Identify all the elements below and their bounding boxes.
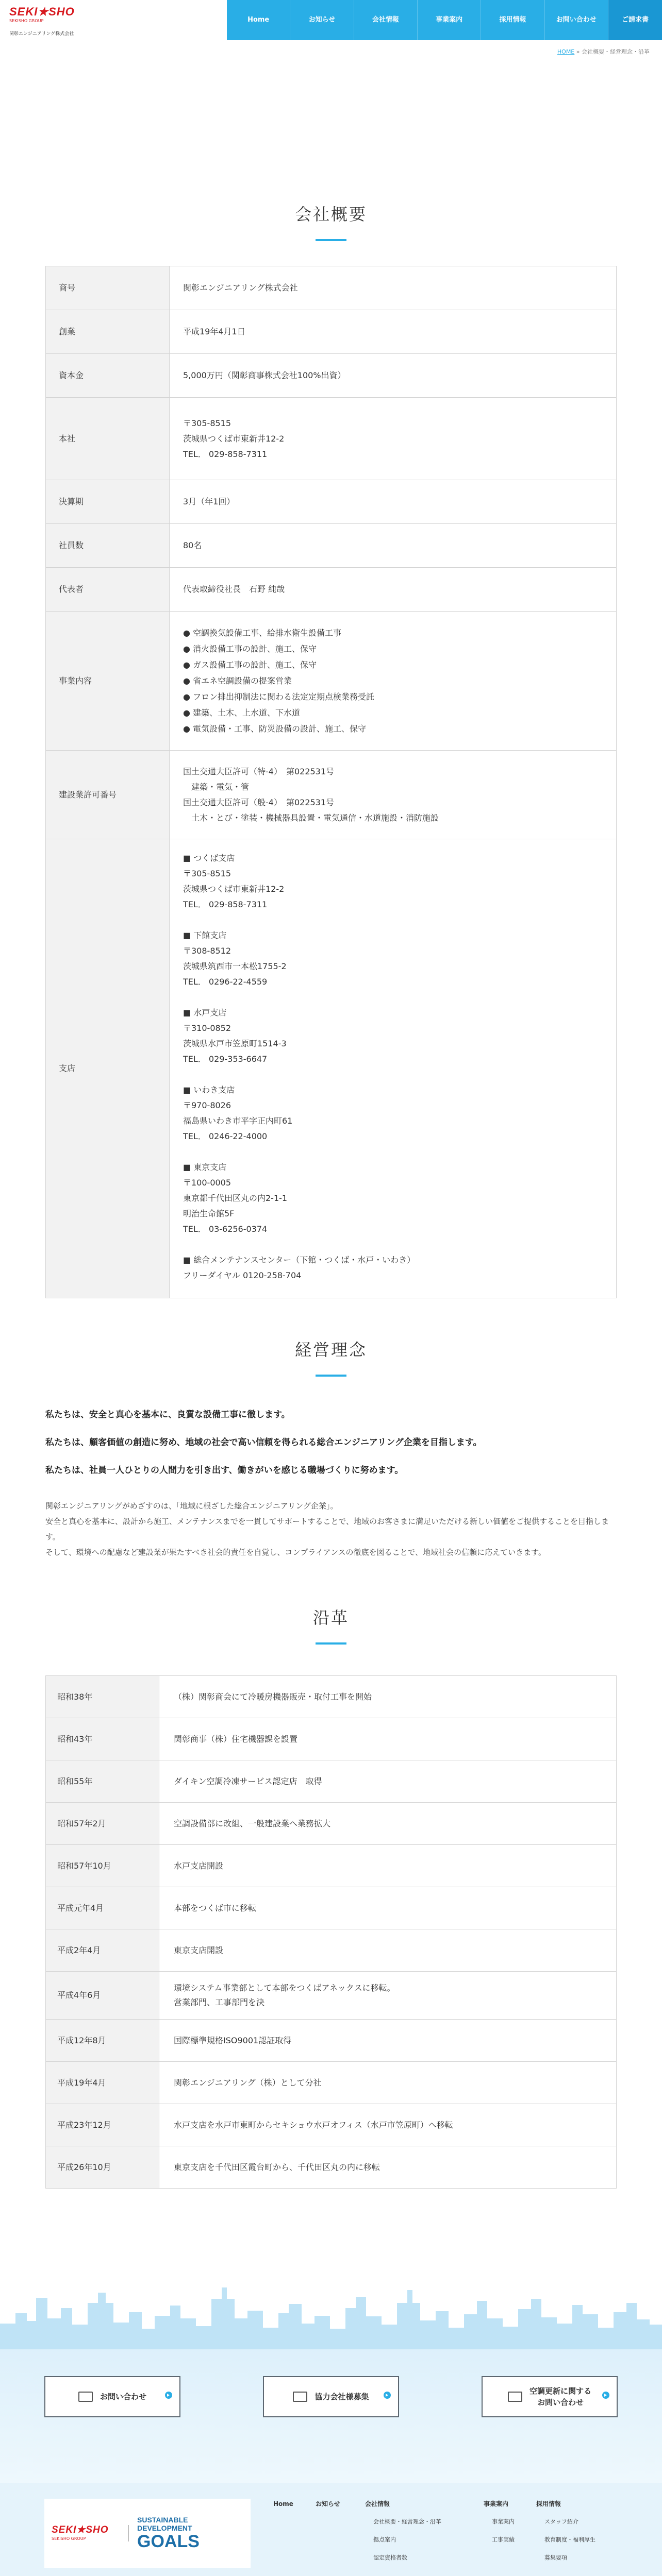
history-date: 昭和55年 — [46, 1760, 159, 1803]
postal-code: 〒305-8515 — [183, 418, 231, 428]
city-skyline-illustration — [0, 2267, 662, 2349]
list-item: ● ガス設備工事の設計、施工、保守 — [183, 660, 317, 670]
history-event: 水戸支店開設 — [159, 1845, 617, 1887]
sdgs-goals-text: GOALS — [137, 2532, 200, 2551]
footer-link-locations[interactable]: 拠点案内 — [373, 2536, 396, 2544]
branch-name: ■ いわき支店 — [183, 1085, 235, 1095]
skyline-icon — [0, 2267, 662, 2349]
phone: TEL． 029-353-6647 — [183, 1054, 268, 1064]
history-event: 東京支店開設 — [159, 1929, 617, 1972]
sdgs-title-line: DEVELOPMENT — [137, 2524, 192, 2532]
logo-mark: SEKI★SHO — [9, 5, 75, 18]
logo[interactable] — [0, 0, 227, 40]
ac-inquiry-button[interactable] — [482, 2376, 618, 2417]
company-overview-section — [0, 61, 662, 1298]
license-line: 国土交通大臣許可（般-4） 第022531号 — [183, 797, 335, 807]
history-section — [0, 1560, 662, 2189]
history-event: 関彰エンジニアリング（株）として分社 — [159, 2062, 617, 2104]
history-date: 平成23年12月 — [46, 2104, 159, 2146]
address: 茨城県つくば市東新井12-2 — [183, 433, 285, 444]
branch-name: ■ 水戸支店 — [183, 1008, 227, 1018]
business-list — [170, 612, 617, 751]
list-item: ● 建築、土木、上水道、下水道 — [183, 708, 301, 718]
history-date: 平成19年4月 — [46, 2062, 159, 2104]
list-item: ● 電気設備・工事、防災設備の設計、施工、保守 — [183, 724, 367, 734]
handshake-icon — [293, 2392, 307, 2402]
logo-mark: SEKI★SHO — [52, 2524, 109, 2535]
ac-button-line: 空調更新に関する — [529, 2386, 591, 2396]
license-line: 建築・電気・管 — [183, 782, 250, 792]
table-row — [46, 839, 617, 1298]
history-table — [45, 1675, 617, 2189]
phone: TEL． 03-6256-0374 — [183, 1224, 268, 1234]
body-paragraph: 関彰エンジニアリングがめざすのは、「地域に根ざした総合エンジニアリング企業」。 — [45, 1501, 338, 1511]
nav-news[interactable]: お知らせ — [290, 0, 354, 40]
footer-link-benefits[interactable]: 教育制度・福利厚生 — [544, 2536, 595, 2544]
building: 明治生命館5F — [183, 1209, 235, 1218]
history-date: 平成4年6月 — [46, 1972, 159, 2020]
history-row — [46, 1972, 617, 2020]
contact-button[interactable] — [44, 2376, 180, 2417]
address: 茨城県つくば市東新井12-2 — [183, 884, 285, 894]
history-row — [46, 1718, 617, 1760]
row-label: 代表者 — [46, 568, 170, 612]
arrow-right-icon — [602, 2392, 609, 2399]
footer-nav-col — [536, 2499, 595, 2571]
row-label: 事業内容 — [46, 612, 170, 751]
table-row — [46, 266, 617, 310]
address: 福島県いわき市平字正内町61 — [183, 1116, 293, 1126]
history-date: 昭和57年2月 — [46, 1803, 159, 1845]
history-date: 平成2年4月 — [46, 1929, 159, 1972]
footer-link-works[interactable]: 工事実績 — [492, 2536, 515, 2544]
history-row — [46, 2062, 617, 2104]
list-item: ● 消火設備工事の設計、施工、保守 — [183, 644, 317, 654]
history-event: 関彰商事（株）住宅機器課を設置 — [159, 1718, 617, 1760]
list-item: ● フロン排出抑制法に関わる法定定期点検業務受託 — [183, 692, 375, 702]
license-list — [170, 751, 617, 839]
history-date: 昭和43年 — [46, 1718, 159, 1760]
footer-link-recruit[interactable]: 採用情報 — [536, 2500, 561, 2507]
postal-code: 〒100-0005 — [183, 1178, 231, 1188]
body-paragraph: そして、環境への配慮など建設業が果たすべき社会的責任を自覚し、コンプライアンスの徹底を図ることで、地域社会の信頼に応えていきます。 — [45, 1548, 546, 1557]
history-event: 水戸支店を水戸市東町からセキショウ水戸オフィス（水戸市笠原町）へ移転 — [159, 2104, 617, 2146]
footer-link-overview[interactable]: 会社概要・経営理念・沿革 — [373, 2518, 441, 2526]
contact-button-label: お問い合わせ — [100, 2392, 146, 2401]
site-header — [0, 0, 662, 40]
footer-link-home[interactable]: Home — [273, 2500, 293, 2507]
history-row — [46, 2104, 617, 2146]
row-label: 資本金 — [46, 354, 170, 398]
history-event: 空調設備部に改組、一般建設業へ業務拡大 — [159, 1803, 617, 1845]
history-event: 本部をつくば市に移転 — [159, 1887, 617, 1929]
footer-nav-col — [365, 2499, 441, 2571]
phone: TEL． 0246-22-4000 — [183, 1131, 268, 1141]
ac-button-label — [529, 2385, 591, 2408]
nav-recruit[interactable]: 採用情報 — [481, 0, 544, 40]
footer-link-business[interactable]: 事業案内 — [484, 2500, 509, 2507]
footer-logo — [52, 2525, 129, 2541]
branch-tokyo — [183, 1160, 616, 1237]
nav-home[interactable]: Home — [227, 0, 290, 40]
history-date: 平成26年10月 — [46, 2146, 159, 2189]
history-row — [46, 1929, 617, 1972]
logo-company-name: 関彰エンジニアリング株式会社 — [9, 31, 74, 37]
table-row — [46, 568, 617, 612]
history-title: 沿革 — [312, 1608, 349, 1628]
footer-link-qualified[interactable]: 認定資格者数 — [373, 2554, 407, 2561]
motto-item: 私たちは、顧客価値の創造に努め、地域の社会で高い信頼を得られる総合エンジニアリング企業を目指します。 — [45, 1437, 482, 1448]
row-value: 平成19年4月1日 — [170, 310, 617, 354]
history-date: 昭和38年 — [46, 1676, 159, 1718]
title-underline — [316, 1642, 346, 1645]
postal-code: 〒305-8515 — [183, 869, 231, 878]
motto-list — [45, 1408, 617, 1478]
row-label: 創業 — [46, 310, 170, 354]
partner-button-label: 協力会社様募集 — [315, 2392, 369, 2401]
footer-nav-col — [273, 2499, 293, 2517]
history-row — [46, 1887, 617, 1929]
logo-group-text: SEKISHO GROUP — [9, 19, 44, 23]
nav-contact[interactable]: お問い合わせ — [545, 0, 608, 40]
footer-link-staff[interactable]: スタッフ紹介 — [544, 2518, 578, 2526]
main-nav — [227, 0, 662, 40]
logo-group-text: SEKISHO GROUP — [52, 2536, 86, 2541]
row-label: 支店 — [46, 839, 170, 1298]
table-row — [46, 480, 617, 524]
title-underline — [316, 1375, 346, 1377]
footer-link-news[interactable]: お知らせ — [316, 2500, 340, 2507]
list-item: ● 省エネ空調設備の提案営業 — [183, 676, 292, 686]
breadcrumb — [0, 40, 662, 61]
mail-icon — [78, 2392, 93, 2402]
history-event: （株）関彰商会にて冷暖房機器販売・取付工事を開始 — [159, 1676, 617, 1718]
row-value: 代表取締役社長 石野 純哉 — [170, 568, 617, 612]
branch-maintenance-center — [183, 1252, 616, 1283]
branch-name: ■ つくば支店 — [183, 853, 235, 863]
address: 茨城県水戸市笠原町1514-3 — [183, 1039, 287, 1048]
row-value: 80名 — [170, 524, 617, 568]
nav-invoice[interactable]: ご請求書 — [608, 0, 662, 40]
title-underline — [316, 239, 346, 241]
history-date: 平成元年4月 — [46, 1887, 159, 1929]
license-line: 土木・とび・塗装・機械器具設置・電気通信・水道施設・消防施設 — [183, 812, 439, 823]
history-row — [46, 1803, 617, 1845]
table-row — [46, 524, 617, 568]
postal-code: 〒310-0852 — [183, 1023, 231, 1033]
row-label: 本社 — [46, 398, 170, 480]
table-row — [46, 398, 617, 480]
row-label: 決算期 — [46, 480, 170, 524]
phone: TEL． 029-858-7311 — [183, 449, 268, 459]
branch-iwaki — [183, 1082, 616, 1144]
phone: フリーダイヤル 0120-258-704 — [183, 1270, 302, 1280]
branch-name: ■ 東京支店 — [183, 1162, 227, 1172]
air-conditioner-icon — [508, 2392, 522, 2402]
sdgs-title — [137, 2516, 200, 2551]
footer-link-business-guide[interactable]: 事業案内 — [492, 2518, 515, 2526]
nav-company[interactable]: 会社情報 — [354, 0, 418, 40]
footer-nav-col — [316, 2499, 340, 2517]
partner-recruit-button[interactable] — [263, 2376, 399, 2417]
breadcrumb-current: 会社概要・経営理念・沿革 — [582, 48, 650, 55]
nav-business[interactable]: 事業案内 — [418, 0, 481, 40]
ac-button-line: お問い合わせ — [537, 2398, 584, 2407]
table-row — [46, 310, 617, 354]
row-value: 5,000万円（関彰商事株式会社100%出資） — [170, 354, 617, 398]
address: 東京都千代田区丸の内2-1-1 — [183, 1193, 288, 1203]
history-event: ダイキン空調冷凍サービス認定店 取得 — [159, 1760, 617, 1803]
phone: TEL． 029-858-7311 — [183, 900, 268, 909]
arrow-right-icon — [165, 2392, 172, 2399]
row-label: 建設業許可番号 — [46, 751, 170, 839]
branch-mito — [183, 1005, 616, 1067]
sdgs-title-line: SUSTAINABLE — [137, 2516, 188, 2524]
footer-nav-col — [484, 2499, 515, 2553]
table-row — [46, 612, 617, 751]
motto-item: 私たちは、社員一人ひとりの人間力を引き出す、働きがいを感じる職場づくりに努めます。 — [45, 1465, 404, 1476]
phone: TEL． 0296-22-4559 — [183, 977, 268, 987]
row-label: 社員数 — [46, 524, 170, 568]
hq-address — [170, 398, 617, 480]
sdgs-banner[interactable] — [44, 2499, 251, 2568]
postal-code: 〒970-8026 — [183, 1100, 231, 1110]
history-event: 国際標準規格ISO9001認証取得 — [159, 2020, 617, 2062]
branch-name: ■ 下館支店 — [183, 930, 227, 940]
history-row — [46, 2146, 617, 2189]
list-item: ● 空調換気設備工事、給排水衛生設備工事 — [183, 628, 342, 638]
branch-tsukuba — [183, 851, 616, 912]
postal-code: 〒308-8512 — [183, 946, 231, 956]
row-label: 商号 — [46, 266, 170, 310]
philosophy-body — [45, 1498, 617, 1560]
branch-shimodate — [183, 928, 616, 990]
footer-link-requirements[interactable]: 募集要項 — [544, 2554, 567, 2561]
row-value: 3月（年1回） — [170, 480, 617, 524]
row-value: 関彰エンジニアリング株式会社 — [170, 266, 617, 310]
history-date: 昭和57年10月 — [46, 1845, 159, 1887]
history-event: 環境システム事業部として本部をつくばアネックスに移転。 営業部門、工事部門を決 — [159, 1972, 617, 2020]
history-event: 東京支店を千代田区霞台町から、千代田区丸の内に移転 — [159, 2146, 617, 2189]
license-line: 国土交通大臣許可（特-4） 第022531号 — [183, 766, 335, 776]
history-row — [46, 1845, 617, 1887]
history-row — [46, 1760, 617, 1803]
branch-list — [170, 839, 617, 1298]
company-overview-title: 会社概要 — [294, 205, 367, 224]
motto-item: 私たちは、安全と真心を基本に、良質な設備工事に徹します。 — [45, 1410, 290, 1420]
history-row — [46, 2020, 617, 2062]
breadcrumb-home[interactable]: HOME — [557, 48, 575, 55]
philosophy-title: 経営理念 — [294, 1340, 367, 1360]
body-paragraph: 安全と真心を基本に、設計から施工、メンテナンスまでを一貫してサポートすることで、地域のお客さまに満足いただける新しい価値をご提供することを目指します。 — [45, 1517, 609, 1541]
site-footer — [0, 2483, 662, 2576]
address: 茨城県筑西市一本松1755-2 — [183, 961, 287, 971]
branch-name: ■ 総合メンテナンスセンター（下館・つくば・水戸・いわき） — [183, 1255, 416, 1265]
philosophy-section — [0, 1298, 662, 1560]
breadcrumb-separator: » — [576, 48, 580, 55]
cta-band — [0, 2349, 662, 2483]
table-row — [46, 354, 617, 398]
table-row — [46, 751, 617, 839]
arrow-right-icon — [384, 2392, 391, 2399]
company-info-table — [45, 266, 617, 1298]
footer-link-company[interactable]: 会社情報 — [365, 2500, 390, 2507]
history-row — [46, 1676, 617, 1718]
history-date: 平成12年8月 — [46, 2020, 159, 2062]
